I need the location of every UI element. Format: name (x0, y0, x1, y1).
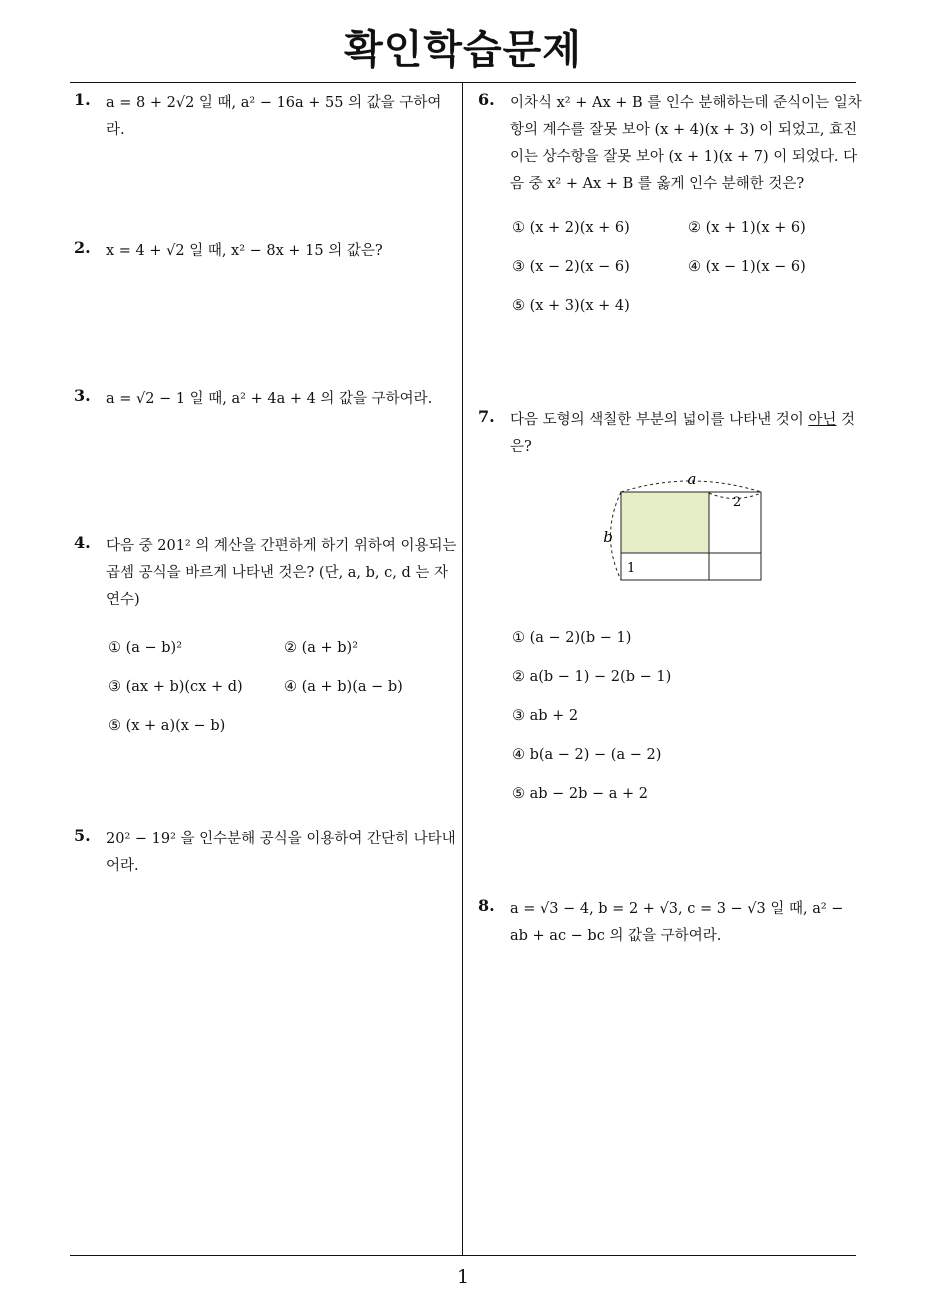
choice-4[interactable]: ④ (x − 1)(x − 6) (688, 259, 806, 275)
choice-3[interactable]: ③ (ax + b)(cx + d) (108, 679, 243, 695)
question-2 (74, 238, 459, 265)
choice-4[interactable]: ④ b(a − 2) − (a − 2) (512, 747, 662, 763)
choice-5[interactable]: ⑤ (x + a)(x − b) (108, 718, 226, 734)
choice-3[interactable]: ③ ab + 2 (512, 708, 579, 724)
question-text: 20² − 19² 을 인수분해 공식을 이용하여 간단히 나타내어라. (106, 831, 456, 874)
choice-1[interactable]: ① (x + 2)(x + 6) (512, 220, 630, 236)
question-4-choices (108, 640, 458, 740)
question-6-choices (512, 220, 862, 320)
question-number: 1. (74, 90, 91, 109)
choice-1[interactable]: ① (a − b)² (108, 640, 183, 656)
top-rule (70, 82, 856, 83)
question-number: 4. (74, 533, 91, 552)
choice-3[interactable]: ③ (x − 2)(x − 6) (512, 259, 630, 275)
label-2: 2 (732, 495, 742, 510)
bottom-rule (70, 1255, 856, 1256)
page-title: 확인학습문제 (344, 27, 582, 73)
choice-2[interactable]: ② (a + b)² (284, 640, 359, 656)
question-7-choices (512, 630, 862, 810)
question-text: a = √3 − 4, b = 2 + √3, c = 3 − √3 일 때, a² − ab + ac − bc 의 값을 구하여라. (510, 901, 844, 944)
choice-2[interactable]: ② (x + 1)(x + 6) (688, 220, 806, 236)
question-4 (74, 533, 459, 614)
question-text: 다음 중 201² 의 계산을 간편하게 하기 위하여 이용되는 곱셈 공식을 바르게 나타낸 것은? (단, a, b, c, d 는 자연수) (106, 538, 457, 608)
choice-4[interactable]: ④ (a + b)(a − b) (284, 679, 403, 695)
underlined-word: 아닌 (808, 412, 837, 428)
column-divider (462, 82, 463, 1256)
label-1: 1 (627, 561, 636, 576)
question-text: x = 4 + √2 일 때, x² − 8x + 15 의 값은? (106, 243, 383, 259)
area-figure (596, 466, 776, 590)
question-number: 5. (74, 826, 91, 845)
question-8 (478, 896, 863, 950)
question-number: 6. (478, 90, 495, 109)
question-6 (478, 90, 863, 198)
question-number: 7. (478, 407, 495, 426)
question-number: 8. (478, 896, 495, 915)
question-3 (74, 386, 459, 413)
question-number: 3. (74, 386, 91, 405)
choice-5[interactable]: ⑤ ab − 2b − a + 2 (512, 786, 649, 802)
label-a: a (687, 470, 697, 488)
question-text: a = 8 + 2√2 일 때, a² − 16a + 55 의 값을 구하여라. (106, 95, 442, 138)
shaded-region (621, 492, 709, 553)
page-number: 1 (456, 1266, 470, 1288)
question-5 (74, 826, 459, 880)
question-number: 2. (74, 238, 91, 257)
question-text: a = √2 − 1 일 때, a² + 4a + 4 의 값을 구하여라. (106, 391, 433, 407)
question-text: 이차식 x² + Ax + B 를 인수 분해하는데 준식이는 일차항의 계수를 잘못 보아 (x + 4)(x + 3) 이 되었고, 효진이는 상수항을 잘못 보아 (x + 1)(x + 7) 이 되었다. 다음 중 x² + Ax + B 를 옳게 인수 분해한 것은? (510, 95, 862, 192)
question-7 (478, 407, 863, 461)
choice-1[interactable]: ① (a − 2)(b − 1) (512, 630, 632, 646)
label-b: b (603, 528, 613, 546)
choice-5[interactable]: ⑤ (x + 3)(x + 4) (512, 298, 630, 314)
question-text: 다음 도형의 색칠한 부분의 넓이를 나타낸 것이 아닌 것은? (510, 412, 856, 455)
choice-2[interactable]: ② a(b − 1) − 2(b − 1) (512, 669, 672, 685)
question-1 (74, 90, 459, 144)
